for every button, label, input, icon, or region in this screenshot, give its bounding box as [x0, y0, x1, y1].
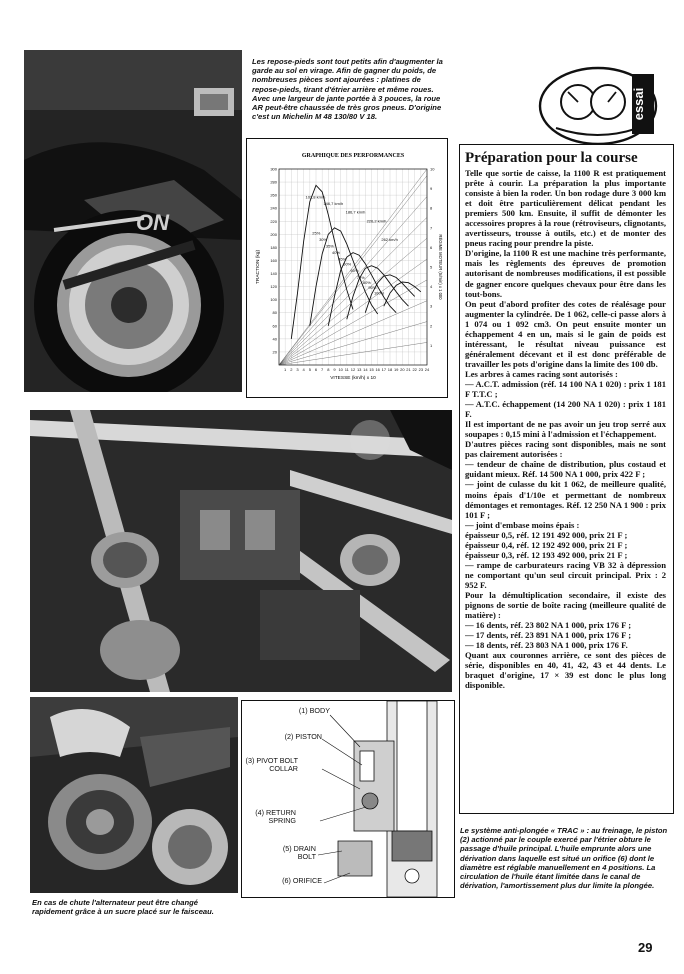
chart-annotation: 35% [325, 243, 334, 249]
article-paragraph: — joint de culasse du kit 1 062, de meilleure qualité, moins épais d'1/10e et permettant de nombreux démontages et remontages. Réf. 12 250 NA 1 900 : prix 101 F ; [465, 479, 666, 520]
x-tick-label: 10 [338, 367, 343, 372]
article-paragraph: — joint d'embase moins épais : [465, 519, 580, 530]
y2-tick-label: 2 [430, 323, 433, 329]
y-tick-label: 40 [272, 336, 277, 342]
chart-annotation: 262 km/h [381, 236, 398, 242]
label-pivot-bolt-collar: (3) PIVOT BOLT COLLAR [245, 756, 298, 774]
chart-title: GRAPHIQUE DES PERFORMANCES [301, 153, 405, 159]
chart-annotation: 100% [373, 290, 385, 296]
y-tick-label: 100 [270, 297, 277, 303]
y2-tick-label: 1 [430, 342, 433, 348]
article-body [465, 168, 666, 806]
x-tick-label: 2 [290, 367, 293, 372]
article-paragraph: épaisseur 0,5, réf. 12 191 492 000, prix 21 F ; [465, 529, 628, 540]
y-tick-label: 20 [272, 349, 277, 355]
y2-tick-label: 10 [430, 166, 435, 172]
engine-frame-photo [30, 410, 452, 692]
label-piston: (2) PISTON [284, 732, 322, 741]
y-tick-label: 240 [270, 205, 277, 211]
article-paragraph: — 17 dents, réf. 23 891 NA 1 000, prix 176 F ; [465, 630, 632, 641]
y-tick-label: 180 [270, 244, 277, 250]
chart-annotation: 90% [368, 285, 377, 291]
logo-text: essai [631, 87, 646, 121]
chart-annotation: 146,7 km/h [323, 200, 344, 206]
article-paragraph: Les arbres à cames racing sont autorisés : [465, 368, 618, 379]
x-tick-label: 20 [400, 367, 405, 372]
x-tick-label: 13 [356, 367, 362, 372]
x-tick-label: 4 [302, 367, 305, 372]
chart-annotation: 45% [338, 256, 347, 262]
article-paragraph: D'autres pièces racing sont disponibles, mais ne sont pas clairement autorisées : [465, 439, 666, 460]
chart-annotation: 50% [343, 261, 352, 267]
alternator-caption: En cas de chute l'alternateur peut être changé rapidement grâce à un sucre placé sur le faisceau. [32, 898, 214, 917]
y-tick-label: 200 [270, 231, 277, 237]
y-tick-label: 220 [270, 218, 277, 224]
label-drain-bolt: (5) DRAIN BOLT [282, 844, 316, 862]
article-paragraph: épaisseur 0,3, réf. 12 193 492 000, prix 21 F ; [465, 549, 628, 560]
trac-caption: Le système anti-plongée « TRAC » : au freinage, le piston (2) actionné par le couple exercé par l'étrier obture le passage d'huile principal. L'huile emprunte alors une dérivation dans laquelle est situé un orifice (6) dont le diamètre est réglable manuellement en 4 positions. La circulation de l'huile étant limitée dans le canal de dérivation, l'amortissement plus dur limite la plongée. [460, 826, 668, 891]
x-tick-label: 21 [406, 367, 411, 372]
y-tick-label: 280 [270, 179, 277, 185]
article-paragraph: On peut d'abord profiter des cotes de réalésage pour augmenter la cylindrée. De 1 062, celle-ci passe alors à 1 074 ou 1 092 cm3. On peut ensuite monter un échappement 4 en un, mais si le gain de poids est intéressant, le résultat niveau puissance est généralement décevant et il est donc préférable de travailler les pots d'origine dans la limite des 100 db. [465, 298, 666, 369]
article-paragraph: — rampe de carburateurs racing VB 32 à dépression ne comportant qu'un seul circuit principal. Prix : 2 952 F. [465, 559, 666, 590]
svg-text:ON: ON [136, 210, 169, 235]
y-tick-label: 140 [270, 271, 277, 277]
x-tick-label: 23 [418, 367, 424, 372]
article-paragraph: D'origine, la 1100 R est une machine très performante, mais les règlements des épreuves de promotion autorisant de nombreuses modifications, il est possible de gagner encore quelques chevaux pour être dans les tout-bons. [465, 248, 666, 299]
y-tick-label: 120 [270, 284, 277, 290]
chart-annotation: 102,8 km/h [305, 194, 326, 200]
y-tick-label: 160 [270, 257, 277, 263]
x-tick-label: 14 [363, 367, 368, 372]
rear-wheel-photo [24, 50, 242, 392]
label-body: (1) BODY [298, 706, 330, 715]
chart-annotation: 30% [319, 236, 328, 242]
x-tick-label: 17 [381, 367, 387, 372]
x-tick-label: 7 [321, 367, 324, 372]
chart-annotation: 186,7 km/h [345, 209, 366, 215]
label-orifice: (6) ORIFICE [282, 876, 322, 885]
x-tick-label: 24 [424, 367, 430, 372]
article-heading: Préparation pour la course [465, 150, 638, 166]
chart-annotation: 226,2 km/h [366, 218, 387, 224]
chart-annotation: 25% [312, 230, 321, 236]
trac-diagram [241, 700, 455, 898]
article-paragraph: — A.T.C. échappement (14 200 NA 1 020) : prix 1 181 F. [465, 399, 666, 420]
y2-tick-label: 5 [430, 264, 433, 270]
y2-tick-label: 6 [430, 244, 433, 250]
y-axis-label: TRACTION (kg) [256, 249, 261, 285]
performance-chart-panel [246, 138, 448, 398]
y2-tick-label: 7 [430, 225, 433, 231]
article-paragraph: — 16 dents, réf. 23 802 NA 1 000, prix 176 F ; [465, 620, 632, 631]
traction-curve [328, 253, 396, 326]
article-paragraph: — A.C.T. admission (réf. 14 100 NA 1 020) : prix 1 181 F T.T.C ; [465, 378, 666, 400]
y-tick-label: 60 [272, 323, 277, 329]
y2-tick-label: 3 [430, 303, 433, 309]
top-caption: Les repose-pieds sont tout petits afin d'augmenter la garde au sol en virage. Afin de gagner du poids, de nombreuses pièces sont ajourées : platines de repose-pieds, tirant d'étrier arrière et même roues. Avec une largeur de jante portée à 3 pouces, la roue AR peut-être chaussée de très gros pneus. D'origine c'est un Michelin M 48 130/80 V 18. [252, 57, 443, 122]
y2-tick-label: 4 [430, 284, 433, 290]
x-tick-label: 8 [327, 367, 330, 372]
article-paragraph: Il est important de ne pas avoir un jeu trop serré aux soupapes : 0,15 mini à l'admission et l'échappement. [465, 419, 666, 440]
chart-annotation: 60% [350, 268, 359, 274]
x-tick-label: 22 [412, 367, 417, 372]
x-axis-label: VITESSE (km/h) x 10 [330, 376, 376, 381]
x-tick-label: 5 [308, 367, 311, 372]
article-paragraph: Pour la démultiplication secondaire, il existe des pignons de sortie de boîte racing (meilleure qualité de matière) : [465, 589, 666, 621]
article-paragraph: — 18 dents, réf. 23 803 NA 1 000, prix 176 F. [465, 640, 628, 651]
x-tick-label: 9 [333, 367, 336, 372]
y2-axis-label: RÉGIME MOTEUR (tr/min) x 1 000 [438, 234, 443, 300]
x-tick-label: 19 [393, 367, 399, 372]
y-tick-label: 300 [270, 166, 277, 172]
x-tick-label: 6 [314, 367, 318, 372]
label-return-spring: (4) RETURN SPRING [255, 808, 296, 826]
x-tick-label: 11 [344, 367, 349, 372]
y2-tick-label: 9 [430, 186, 433, 192]
y-tick-label: 80 [272, 310, 277, 316]
chart-annotation: 40% [332, 249, 341, 255]
chart-annotation: 70% [356, 274, 365, 280]
x-tick-label: 12 [350, 367, 356, 372]
x-tick-label: 15 [369, 367, 374, 372]
x-tick-label: 18 [387, 367, 393, 372]
article-paragraph: épaisseur 0,4, réf. 12 192 492 000, prix 21 F ; [465, 539, 628, 550]
y-tick-label: 260 [270, 192, 277, 198]
performance-chart [247, 139, 447, 397]
x-tick-label: 16 [375, 367, 380, 372]
chart-annotation: 80% [362, 279, 371, 285]
essai-logo [538, 62, 658, 146]
article-paragraph: Telle que sortie de caisse, la 1100 R est pratiquement prête à courir. La préparation la plus importante consiste à bien la roder. Un bon rodage dure 3 000 km et doit être particulièrement délicat pendant les premiers 500 km. Ensuite, il suffit de démonter les accessoires propres à la roue (rétroviseurs, clignotants, avertisseurs, trousse à outils, etc.) et de monter des pneus racing pour prendre la piste. [465, 168, 666, 249]
alternator-photo [30, 697, 238, 893]
y2-tick-label: 8 [430, 205, 433, 211]
x-tick-label: 1 [284, 367, 287, 372]
x-tick-label: 3 [296, 367, 299, 372]
page-number: 29 [638, 940, 653, 955]
article-paragraph: — tendeur de chaîne de distribution, plus costaud et guidant mieux. Réf. 14 500 NA 1 000, prix 422 F ; [465, 459, 666, 480]
article-paragraph: Quant aux couronnes arrière, ce sont des pièces de série, disponibles en 40, 41, 42, 43 et 44 dents. Le braquet d'origine, 17 × 39 est donc le plus long disponible. [465, 650, 666, 691]
